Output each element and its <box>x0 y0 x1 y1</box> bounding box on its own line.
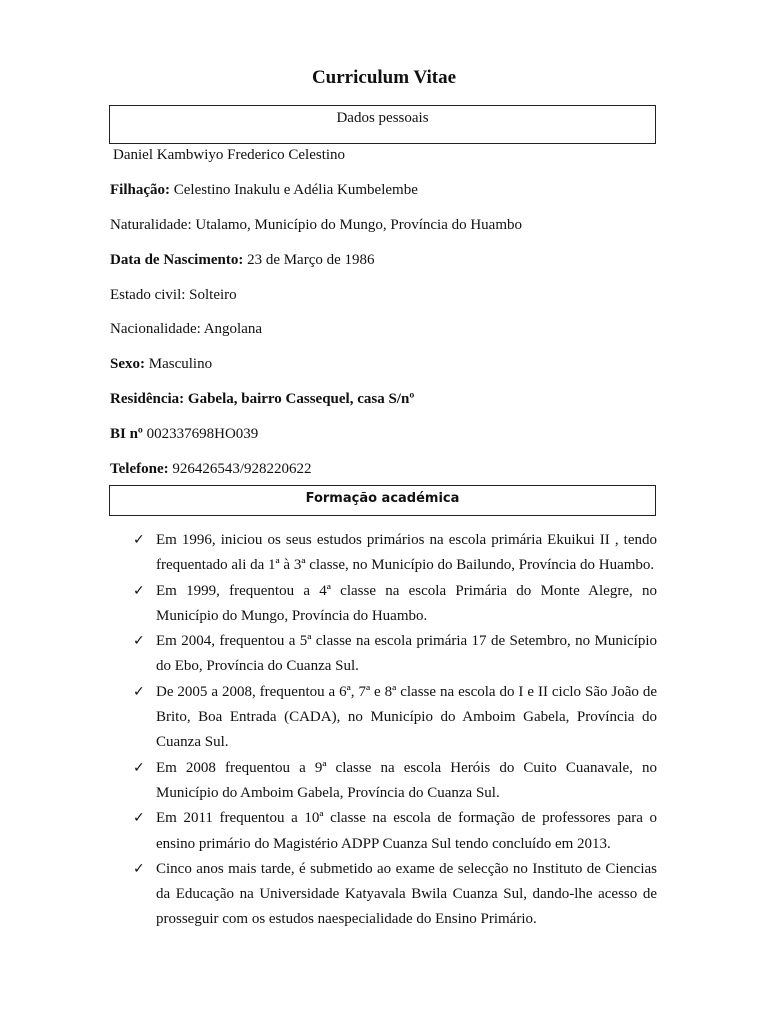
field-value: Celestino Inakulu e Adélia Kumbelembe <box>170 182 418 198</box>
section-header-personal: Dados pessoais <box>109 105 656 144</box>
list-item-text: Em 1999, frequentou a 4ª classe na escola Primária do Monte Alegre, no Município do Mungo, Província do Huambo. <box>156 582 657 624</box>
checkmark-icon: ✓ <box>133 810 145 827</box>
list-item <box>133 756 657 807</box>
section-header-education: Formação académica <box>109 485 656 516</box>
list-item-text: Cinco anos mais tarde, é submetido ao exame de selecção no Instituto de Ciencias da Educação na Universidade Katyavala Bwila Cuanza Sul, dando-lhe acesso de prosseguir com os estudos naespecialidade do Ensino Primário. <box>156 860 657 928</box>
field-value: 926426543/928220622 <box>168 461 312 477</box>
field-phone <box>110 461 312 478</box>
list-item <box>133 579 657 630</box>
list-item-text: Em 2011 frequentou a 10ª classe na escola de formação de professores para o ensino primário do Magistério ADPP Cuanza Sul tendo concluído em 2013. <box>156 810 657 852</box>
checkmark-icon: ✓ <box>133 860 145 877</box>
field-value: Masculino <box>145 356 213 372</box>
document-title: Curriculum Vitae <box>311 67 457 88</box>
field-value: 002337698HO039 <box>142 426 259 442</box>
checkmark-icon: ✓ <box>133 683 145 700</box>
field-label: Residência: Gabela, bairro Cassequel, casa S/nº <box>110 391 415 407</box>
field-birthdate <box>110 252 375 269</box>
field-value: Nacionalidade: Angolana <box>110 321 263 337</box>
field-label: Telefone: <box>110 461 169 477</box>
field-civil-status <box>110 287 237 304</box>
checkmark-icon: ✓ <box>133 759 145 776</box>
list-item <box>133 857 657 933</box>
list-item <box>133 629 657 680</box>
list-item-text: Em 2004, frequentou a 5ª classe na escola primária 17 de Setembro, no Município do Ebo, Província do Cuanza Sul. <box>156 633 657 675</box>
field-residence <box>110 391 414 408</box>
list-item <box>133 528 657 579</box>
education-list <box>133 528 657 933</box>
checkmark-icon: ✓ <box>133 532 145 548</box>
field-filiation <box>110 182 418 199</box>
list-item-text: Em 2008 frequentou a 9ª classe na escola Heróis do Cuito Cuanavale, no Município do Amboim Gabela, Província do Cuanza Sul. <box>156 759 657 801</box>
checkmark-icon: ✓ <box>133 582 145 599</box>
field-sex <box>110 356 212 373</box>
field-value: 23 de Março de 1986 <box>243 252 375 268</box>
field-id-number <box>110 426 258 443</box>
full-name: Daniel Kambwiyo Frederico Celestino <box>113 147 346 163</box>
list-item-text: Em 1996, iniciou os seus estudos primários na escola primária Ekuikui II , tendo frequentado ali da 1ª à 3ª classe, no Município do Bailundo, Província do Huambo. <box>156 532 657 574</box>
list-item-text: De 2005 a 2008, frequentou a 6ª, 7ª e 8ª classe na escola do I e II ciclo São João de Brito, Boa Entrada (CADA), no Município do Amboim Gabela, Província do Cuanza Sul. <box>156 683 657 751</box>
checkmark-icon: ✓ <box>133 633 145 650</box>
field-value: Estado civil: Solteiro <box>110 287 237 303</box>
field-label: Data de Nascimento: <box>110 252 244 268</box>
field-value: Naturalidade: Utalamo, Município do Mungo, Província do Huambo <box>110 217 523 233</box>
list-item <box>133 680 657 756</box>
field-birthplace <box>110 217 522 234</box>
list-item <box>133 806 657 857</box>
field-nationality <box>110 321 262 338</box>
field-label: Sexo: <box>110 356 145 372</box>
field-label: Filhação: <box>110 182 170 198</box>
field-label: BI nº <box>110 426 143 442</box>
